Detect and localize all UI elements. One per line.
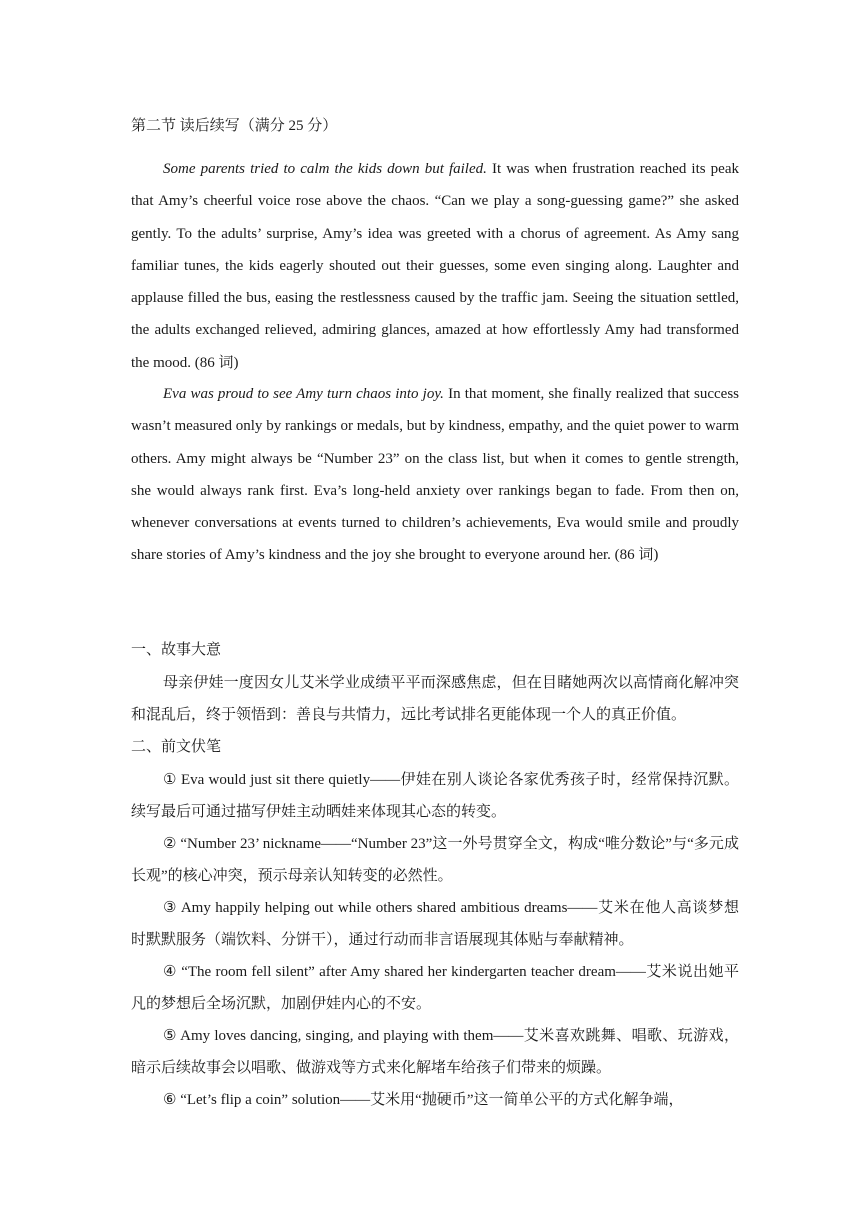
essay-paragraph-1 bbox=[131, 153, 739, 379]
paragraph-2-lead: Eva was proud to see Amy turn chaos into joy. bbox=[163, 386, 444, 402]
foreshadowing-heading: 二、前文伏笔 bbox=[131, 739, 222, 755]
foreshadowing-item-1: ① Eva would just sit there quietly——伊娃在别人谈论各家优秀孩子时，经常保持沉默。续写最后可通过描写伊娃主动晒娃来体现其心态的转变。 bbox=[131, 772, 739, 820]
story-summary: 母亲伊娃一度因女儿艾米学业成绩平平而深感焦虑，但在目睹她两次以高情商化解冲突和混乱后，终于领悟到：善良与共情力，远比考试排名更能体现一个人的真正价值。 bbox=[131, 675, 739, 723]
foreshadowing-item-3: ③ Amy happily helping out while others shared ambitious dreams——艾米在他人高谈梦想时默默服务（端饮料、分饼干），通过行动而非言语展现其体贴与奉献精神。 bbox=[131, 900, 739, 948]
foreshadowing-item-2: ② “Number 23’ nickname——“Number 23”这一外号贯穿全文，构成“唯分数论”与“多元成长观”的核心冲突，预示母亲认知转变的必然性。 bbox=[131, 836, 739, 884]
foreshadowing-item-4: ④ “The room fell silent” after Amy shared her kindergarten teacher dream——艾米说出她平凡的梦想后全场沉默，加剧伊娃内心的不安。 bbox=[131, 964, 739, 1012]
foreshadowing-item-5: ⑤ Amy loves dancing, singing, and playing with them——艾米喜欢跳舞、唱歌、玩游戏，暗示后续故事会以唱歌、做游戏等方式来化解堵车给孩子们带来的烦躁。 bbox=[131, 1028, 739, 1076]
section-heading: 第二节 读后续写（满分 25 分） bbox=[131, 118, 338, 134]
paragraph-1-body: It was when frustration reached its peak that Amy’s cheerful voice rose above the chaos. “Can we play a song-guessing game?” she asked gently. To the adults’ surprise, Amy’s idea was greeted with a chorus of agreement. As Amy sang familiar tunes, the kids eagerly shouted out their guesses, some even singing along. Laughter and applause filled the bus, easing the restlessness caused by the traffic jam. Seeing the situation settled, the adults exchanged relieved, admiring glances, amazed at how effortlessly Amy had transformed the mood. (86 词) bbox=[131, 161, 739, 371]
essay-paragraph-2 bbox=[131, 378, 739, 572]
paragraph-1-lead: Some parents tried to calm the kids down but failed. bbox=[163, 161, 487, 177]
story-summary-heading: 一、故事大意 bbox=[131, 642, 222, 658]
foreshadowing-item-6: ⑥ “Let’s flip a coin” solution——艾米用“抛硬币”这一简单公平的方式化解争端， bbox=[163, 1092, 684, 1108]
paragraph-2-body: In that moment, she finally realized that success wasn’t measured only by rankings or medals, but by kindness, empathy, and the quiet power to warm others. Amy might always be “Number 23” on the class list, but when it comes to gentle strength, she would always rank first. Eva’s long-held anxiety over rankings began to fade. From then on, whenever conversations at events turned to children’s achievements, Eva would smile and proudly share stories of Amy’s kindness and the joy she brought to everyone around her. (86 词) bbox=[131, 386, 739, 564]
